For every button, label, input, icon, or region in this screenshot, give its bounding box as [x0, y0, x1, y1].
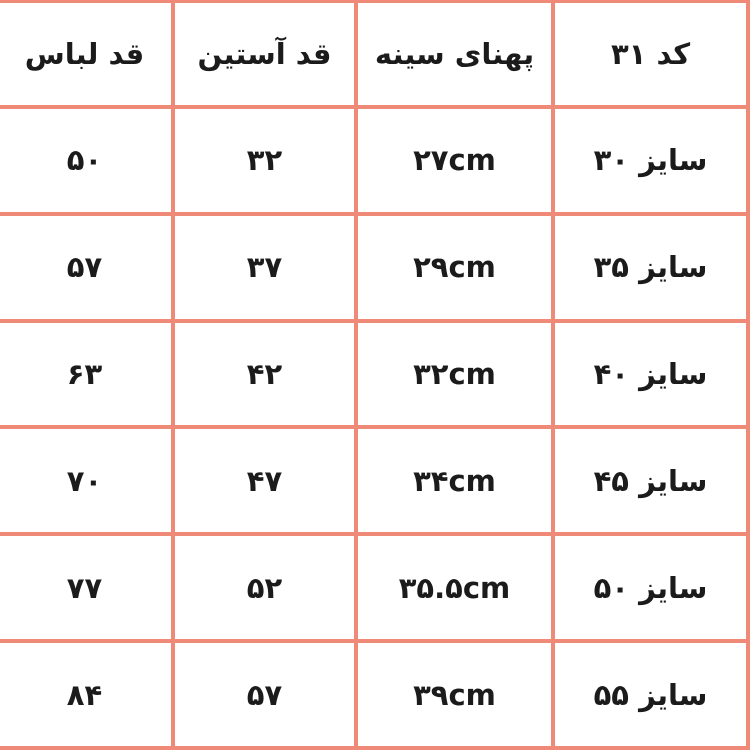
sleeve-length-cell: ۳۲ — [173, 107, 356, 214]
size-cell: سایز ۵۰ — [553, 534, 748, 641]
sleeve-length-cell: ۵۲ — [173, 534, 356, 641]
garment-length-cell: ۸۴ — [0, 641, 173, 748]
garment-length-cell: ۵۷ — [0, 214, 173, 321]
sleeve-length-cell: ۴۲ — [173, 321, 356, 428]
size-cell: سایز ۳۵ — [553, 214, 748, 321]
table-row — [0, 107, 748, 214]
garment-length-cell: ۷۷ — [0, 534, 173, 641]
table-row — [0, 641, 748, 748]
header-row — [0, 2, 748, 107]
chest-width-cell: ۳۲cm — [356, 321, 553, 428]
chest-width-cell: ۲۷cm — [356, 107, 553, 214]
table-row — [0, 321, 748, 428]
garment-length-cell: ۵۰ — [0, 107, 173, 214]
sleeve-length-cell: ۵۷ — [173, 641, 356, 748]
chest-width-cell: ۲۹cm — [356, 214, 553, 321]
col-header-code: کد ۳۱ — [553, 2, 748, 107]
garment-length-cell: ۶۳ — [0, 321, 173, 428]
col-header-garment-length: قد لباس — [0, 2, 173, 107]
table-row — [0, 534, 748, 641]
col-header-chest-width: پهنای سینه — [356, 2, 553, 107]
sleeve-length-cell: ۴۷ — [173, 427, 356, 534]
col-header-sleeve-length: قد آستین — [173, 2, 356, 107]
size-cell: سایز ۴۵ — [553, 427, 748, 534]
table-row — [0, 427, 748, 534]
size-cell: سایز ۴۰ — [553, 321, 748, 428]
chest-width-cell: ۳۹cm — [356, 641, 553, 748]
size-cell: سایز ۳۰ — [553, 107, 748, 214]
size-cell: سایز ۵۵ — [553, 641, 748, 748]
garment-length-cell: ۷۰ — [0, 427, 173, 534]
table-row — [0, 214, 748, 321]
sleeve-length-cell: ۳۷ — [173, 214, 356, 321]
chest-width-cell: ۳۵.۵cm — [356, 534, 553, 641]
chest-width-cell: ۳۴cm — [356, 427, 553, 534]
